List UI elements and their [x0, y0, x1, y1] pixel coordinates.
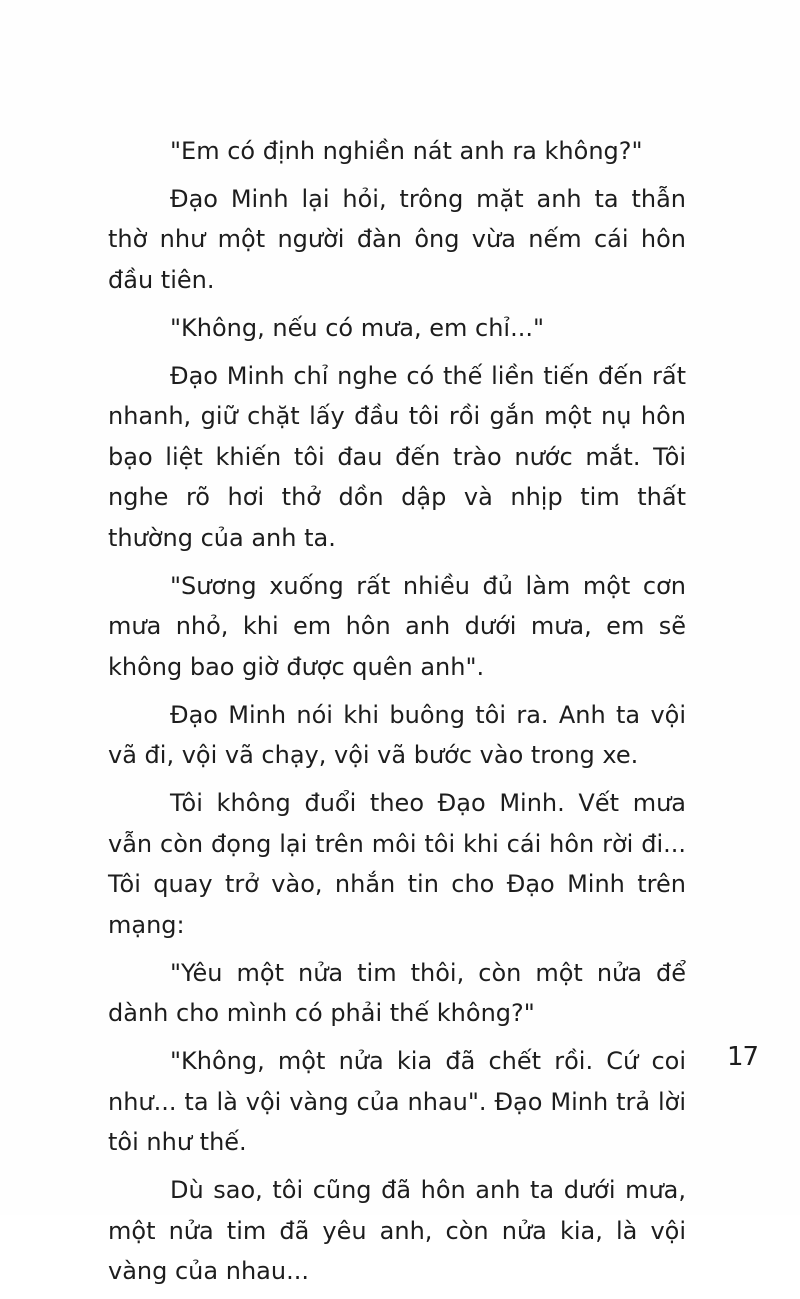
- paragraph-1: "Em có định nghiền nát anh ra không?": [170, 137, 643, 165]
- body-text: [108, 131, 686, 1299]
- paragraph-10: Dù sao, tôi cũng đã hôn anh ta dưới mưa, một nửa tim đã yêu anh, còn nửa kia, là vội vàng của nhau...: [108, 1175, 686, 1286]
- paragraph-4: Đạo Minh chỉ nghe có thế liền tiến đến rất nhanh, giữ chặt lấy đầu tôi rồi gắn một nụ hôn bạo liệt khiến tôi đau đến trào nước mắt. Tôi nghe rõ hơi thở dồn dập và nhịp tim thất thường của anh ta.: [108, 361, 686, 552]
- page-number: 17: [727, 1042, 759, 1072]
- paragraph-8: "Yêu một nửa tim thôi, còn một nửa để dành cho mình có phải thế không?": [108, 958, 686, 1028]
- paragraph-3: "Không, nếu có mưa, em chỉ...": [170, 313, 545, 342]
- paragraph-2: Đạo Minh lại hỏi, trông mặt anh ta thẫn thờ như một người đàn ông vừa nếm cái hôn đầu tiên.: [108, 184, 686, 294]
- paragraph-9: "Không, một nửa kia đã chết rồi. Cứ coi như... ta là vội vàng của nhau". Đạo Minh trả lời tôi như thế.: [108, 1046, 686, 1157]
- paragraph-6: Đạo Minh nói khi buông tôi ra. Anh ta vội vã đi, vội vã chạy, vội vã bước vào trong xe.: [108, 700, 686, 770]
- paragraph-7: Tôi không đuổi theo Đạo Minh. Vết mưa vẫn còn đọng lại trên môi tôi khi cái hôn rời đi... Tôi quay trở vào, nhắn tin cho Đạo Minh trên mạng:: [108, 789, 686, 939]
- paragraph-5: "Sương xuống rất nhiều đủ làm một cơn mưa nhỏ, khi em hôn anh dưới mưa, em sẽ không bao giờ được quên anh".: [108, 571, 686, 681]
